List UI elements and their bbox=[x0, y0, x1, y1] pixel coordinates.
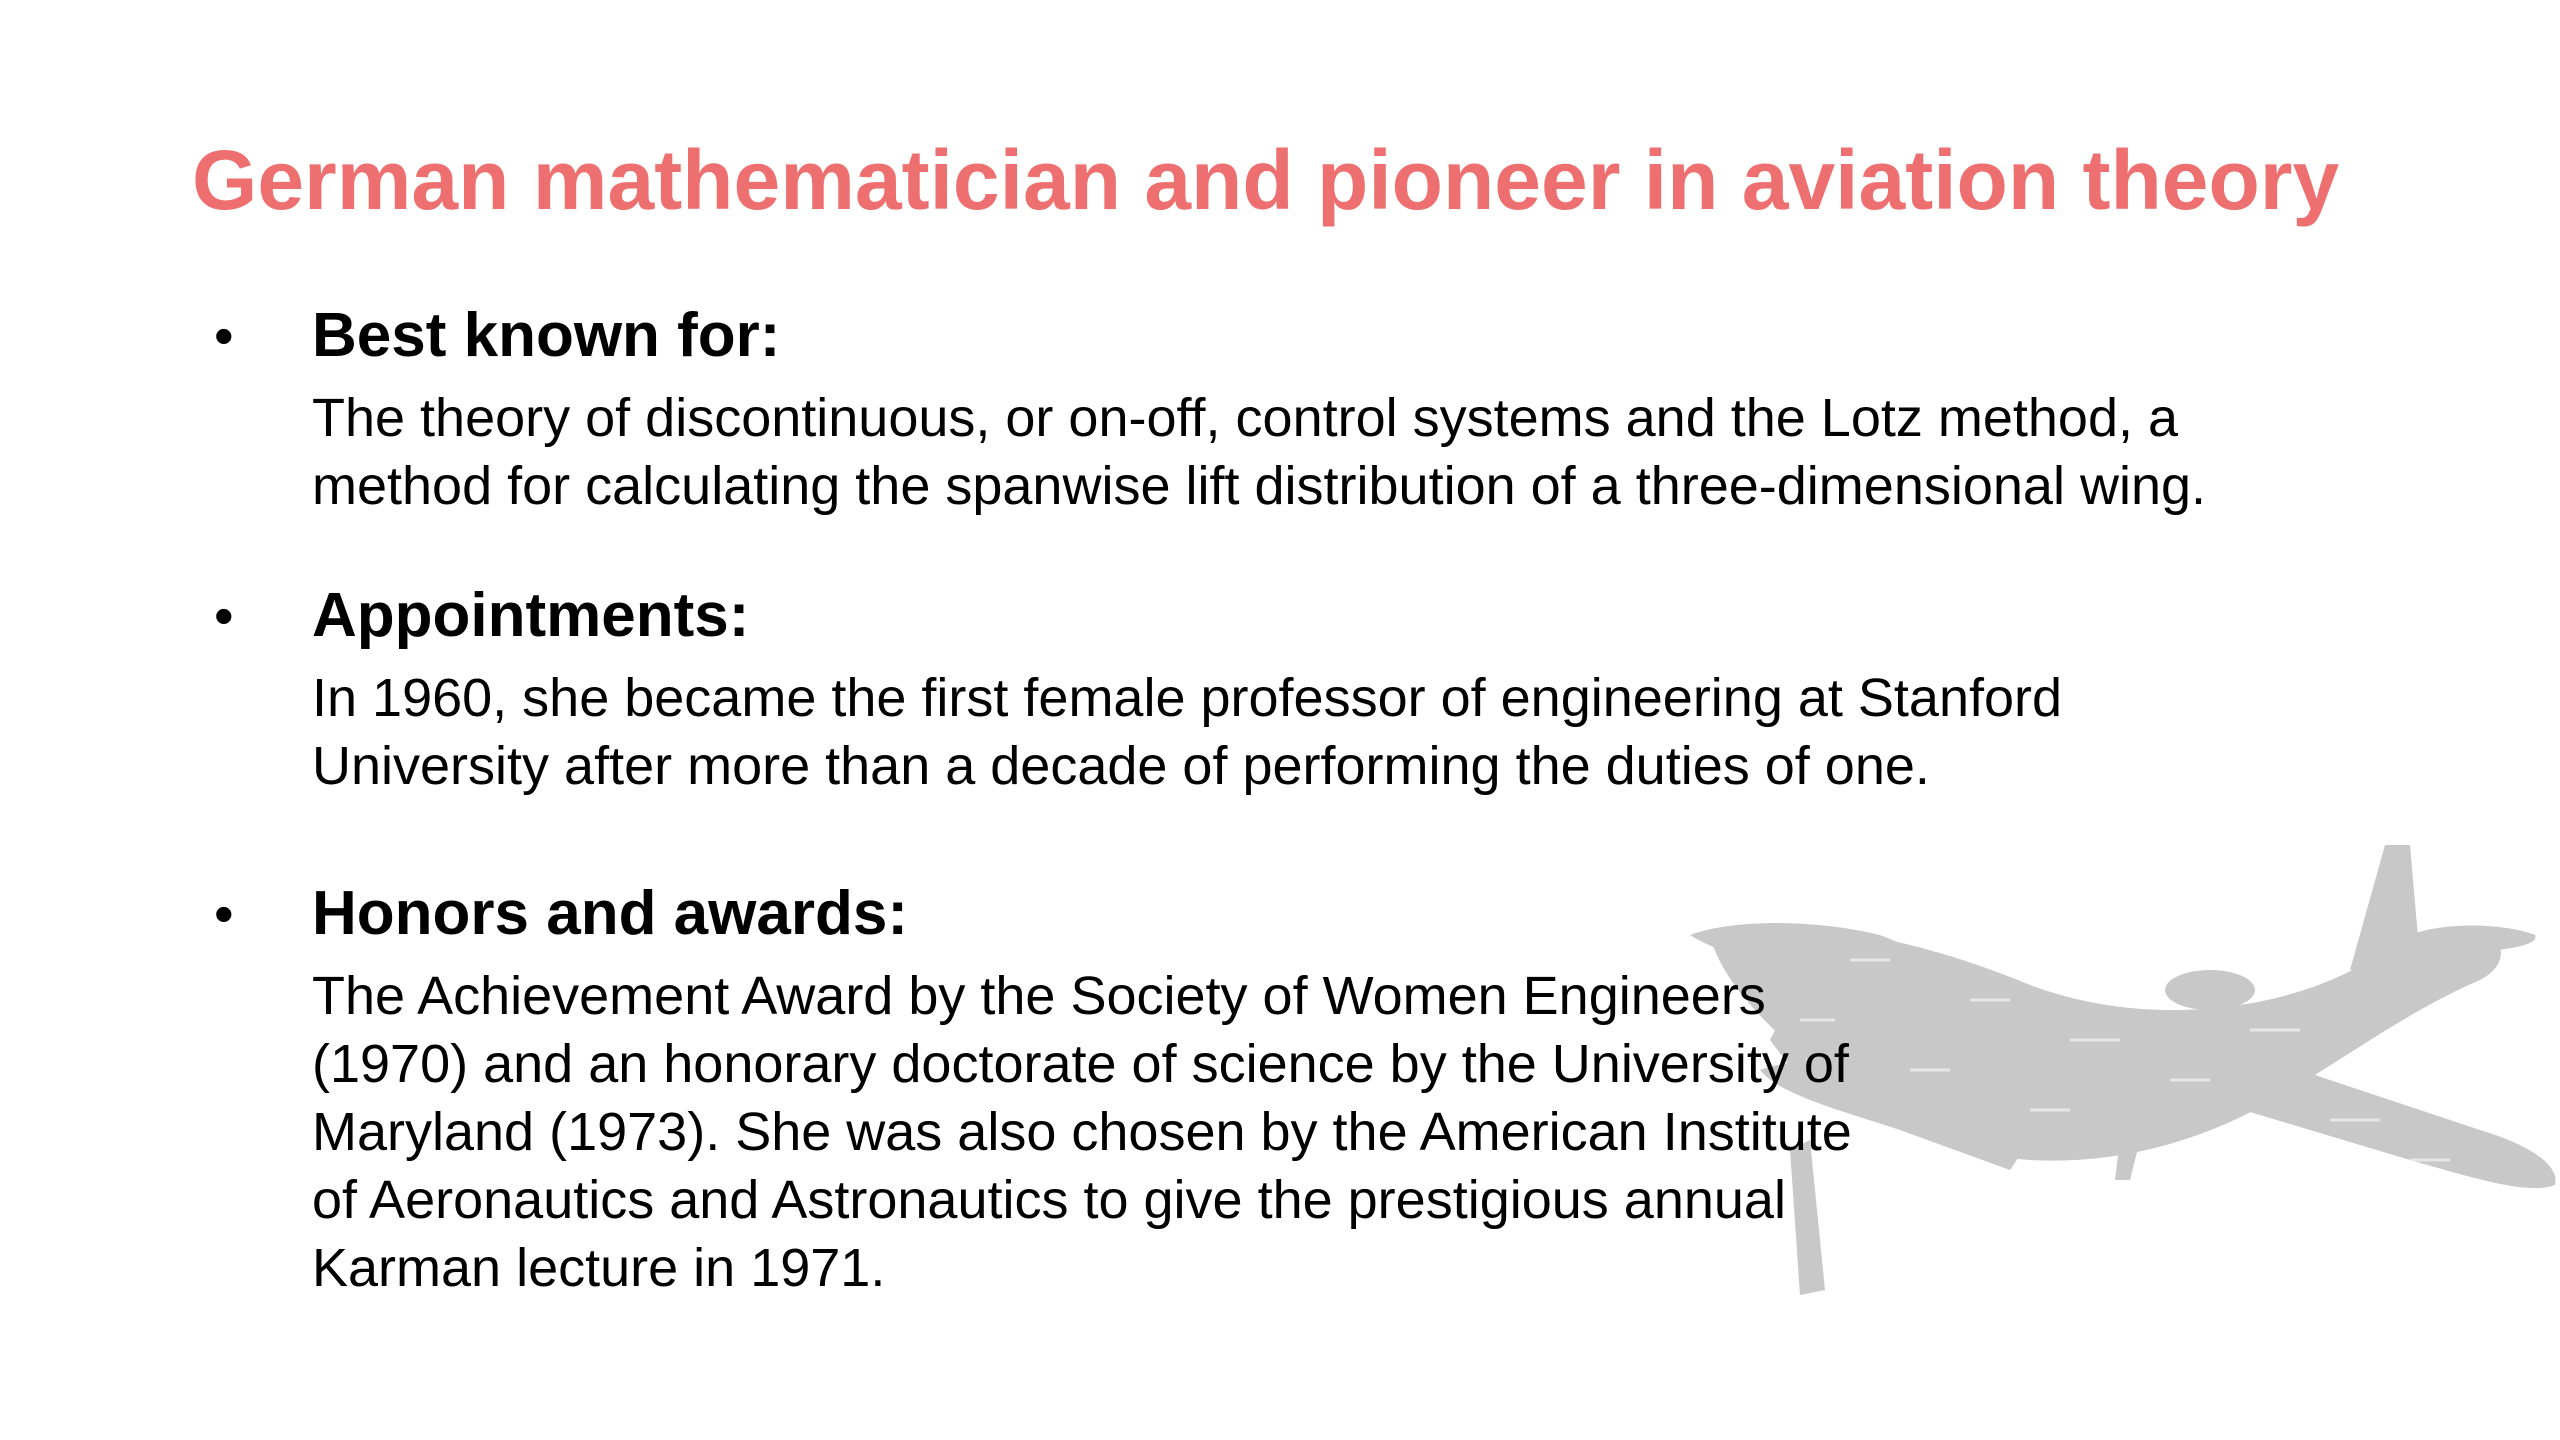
bullet-body: In 1960, she became the first female professor of engineering at Stanford University after more than a decade of performing the duties of one. bbox=[312, 668, 2063, 796]
slide-title: German mathematician and pioneer in aviation theory bbox=[192, 133, 2340, 227]
bullet-body: The theory of discontinuous, or on-off, control systems and the Lotz method, a method for calculating the spanwise lift distribution of a three-dimensional wing. bbox=[312, 388, 2207, 516]
bullet-body: The Achievement Award by the Society of Women Engineers (1970) and an honorary doctorate of science by the University of Maryland (1973). She was also chosen by the American Institute of Aeronautics and Astronautics to give the prestigious annual Karman lecture in 1971. bbox=[312, 966, 1852, 1298]
bullet-dot: • bbox=[214, 304, 234, 367]
bullet-dot: • bbox=[214, 584, 234, 647]
bullet-heading: Appointments: bbox=[312, 581, 750, 650]
bullet-dot: • bbox=[214, 882, 234, 945]
bullet-heading: Honors and awards: bbox=[312, 879, 908, 948]
bullet-heading: Best known for: bbox=[312, 301, 781, 370]
